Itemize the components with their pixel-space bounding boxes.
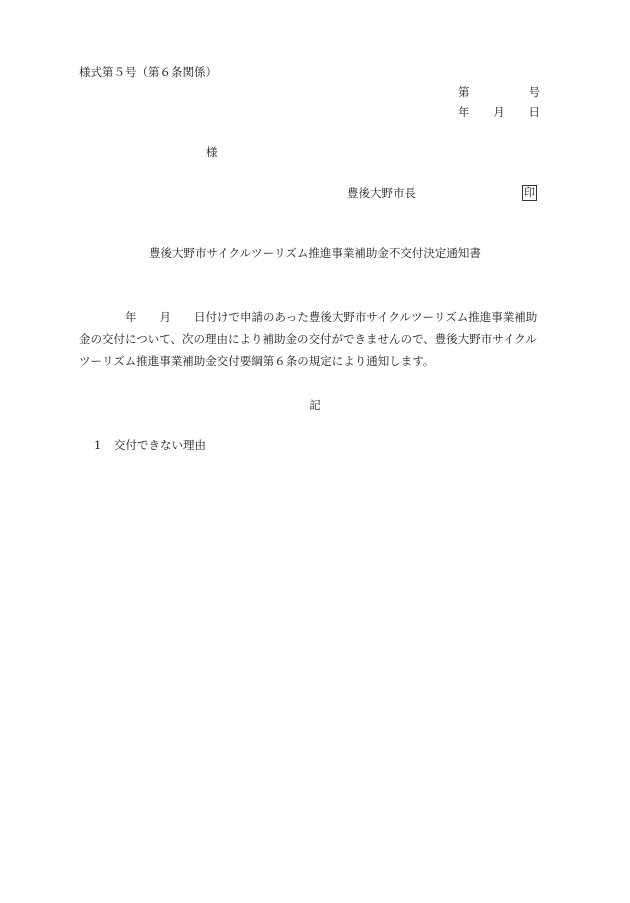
addressee: 様 bbox=[206, 145, 218, 159]
date-year: 年 bbox=[458, 105, 470, 119]
seal-mark: 印 bbox=[524, 186, 535, 199]
form-number: 様式第５号（第６条関係） bbox=[79, 65, 217, 79]
list-item bbox=[94, 440, 206, 452]
body-paragraph bbox=[79, 306, 549, 372]
document-number bbox=[458, 87, 540, 99]
body-line-1-rest: 日付けで申請のあった豊後大野市サイクルツーリズム推進事業補助 bbox=[194, 310, 538, 324]
date-day: 日 bbox=[528, 105, 540, 119]
body-month: 月 bbox=[159, 310, 171, 324]
body-line-2: 金の交付について、次の理由により補助金の交付ができませんので、豊後大野市サイクル bbox=[79, 332, 537, 346]
date-month: 月 bbox=[493, 105, 505, 119]
document-title: 豊後大野市サイクルツーリズム推進事業補助金不交付決定通知書 bbox=[149, 246, 481, 260]
body-line-1 bbox=[79, 306, 549, 328]
issuer-name: 豊後大野市長 bbox=[347, 186, 416, 200]
item-label: 交付できない理由 bbox=[114, 438, 206, 452]
issue-date bbox=[458, 107, 540, 119]
ki-heading: 記 bbox=[309, 398, 321, 412]
doc-number-prefix: 第 bbox=[458, 85, 470, 99]
body-year: 年 bbox=[125, 310, 137, 324]
doc-number-suffix: 号 bbox=[528, 85, 540, 99]
item-number: 1 bbox=[94, 438, 102, 452]
body-line-3: ツーリズム推進事業補助金交付要綱第６条の規定により通知します。 bbox=[79, 354, 435, 368]
